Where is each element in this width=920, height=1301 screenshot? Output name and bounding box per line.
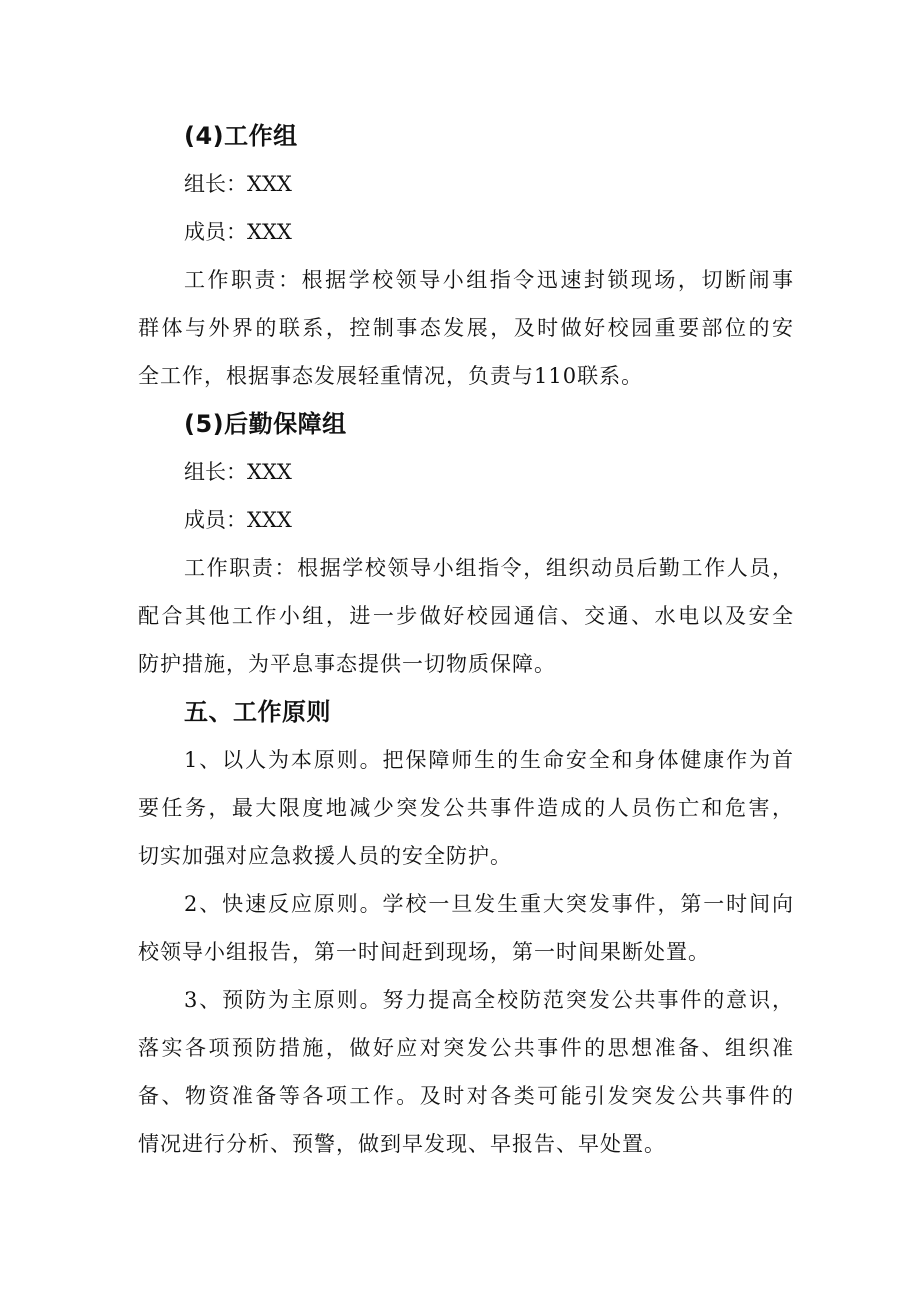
principle-3-line-1: 3、预防为主原则。努力提高全校防范突发公共事件的意识， (184, 988, 794, 1012)
principle-3-line-3: 备、物资准备等各项工作。及时对各类可能引发突发公共事件的 (138, 1084, 794, 1108)
principles-heading: 五、工作原则 (184, 698, 331, 726)
principle-3-line-4: 情况进行分析、预警，做到早发现、早报告、早处置。 (138, 1132, 666, 1156)
work-group-duty-line-1: 工作职责：根据学校领导小组指令迅速封锁现场，切断闹事 (184, 268, 794, 292)
principle-1-line-3: 切实加强对应急救援人员的安全防护。 (138, 844, 512, 868)
logistics-group-heading: (5)后勤保障组 (184, 410, 347, 438)
work-group-duty-line-3: 全工作，根据事态发展轻重情况，负责与110联系。 (138, 364, 644, 388)
principle-2-line-2: 校领导小组报告，第一时间赶到现场，第一时间果断处置。 (138, 940, 710, 964)
work-group-members: 成员：XXX (184, 220, 292, 244)
principle-3-line-2: 落实各项预防措施，做好应对突发公共事件的思想准备、组织准 (138, 1036, 794, 1060)
logistics-group-duty-line-2: 配合其他工作小组，进一步做好校园通信、交通、水电以及安全 (138, 604, 794, 628)
work-group-duty-line-2: 群体与外界的联系，控制事态发展，及时做好校园重要部位的安 (138, 316, 794, 340)
principle-1-line-1: 1、以人为本原则。把保障师生的生命安全和身体健康作为首 (184, 748, 794, 772)
logistics-group-leader: 组长：XXX (184, 460, 292, 484)
logistics-group-members: 成员：XXX (184, 508, 292, 532)
work-group-heading: (4)工作组 (184, 122, 298, 150)
principle-2-line-1: 2、快速反应原则。学校一旦发生重大突发事件，第一时间向 (184, 892, 794, 916)
logistics-group-duty-line-3: 防护措施，为平息事态提供一切物质保障。 (138, 652, 556, 676)
logistics-group-duty-line-1: 工作职责：根据学校领导小组指令，组织动员后勤工作人员， (184, 556, 794, 580)
principle-1-line-2: 要任务，最大限度地减少突发公共事件造成的人员伤亡和危害， (138, 796, 794, 820)
work-group-leader: 组长：XXX (184, 172, 292, 196)
document-body (138, 112, 794, 1168)
